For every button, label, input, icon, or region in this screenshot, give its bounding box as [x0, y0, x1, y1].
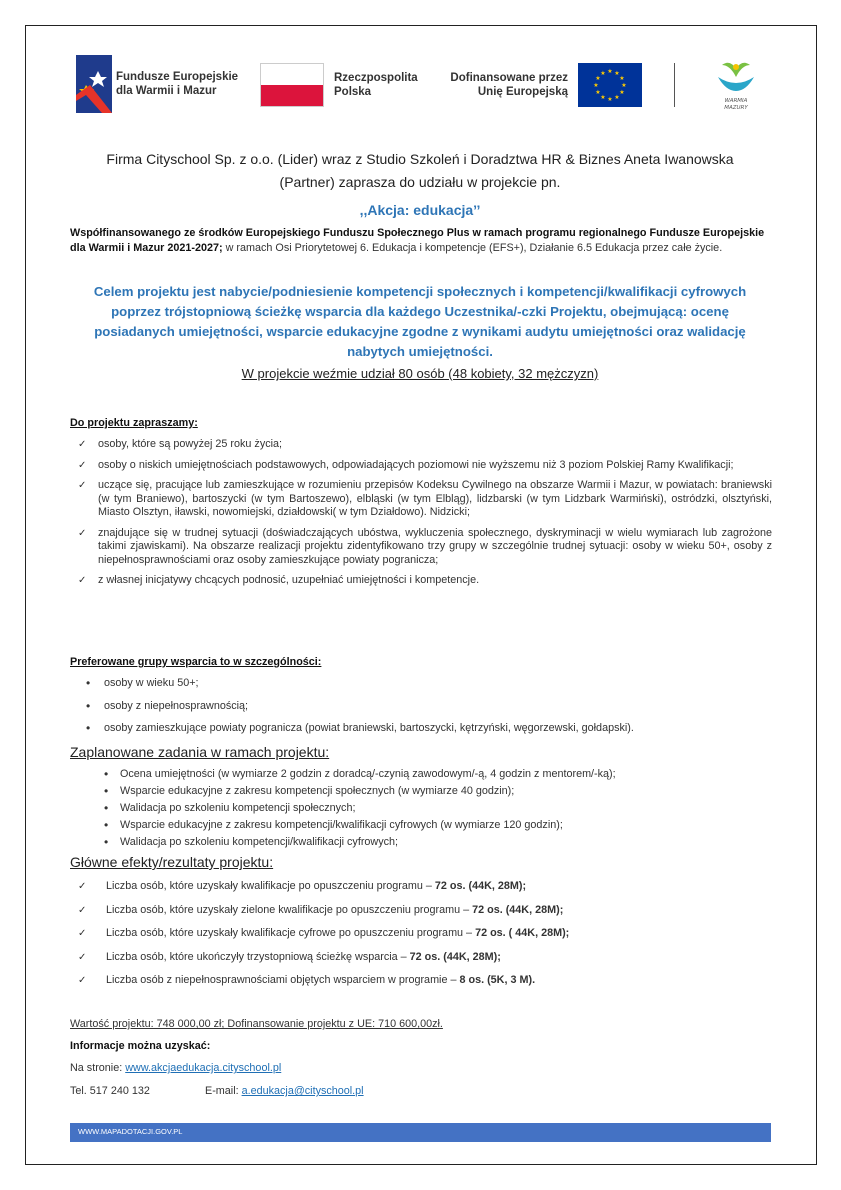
tasks-heading: Zaplanowane zadania w ramach projektu: [70, 744, 330, 760]
ue-line1: Dofinansowane przez [450, 72, 568, 84]
list-item: • Walidacja po szkoleniu kompetencji społecznych; [70, 802, 772, 816]
svg-text:★: ★ [607, 96, 613, 103]
svg-text:★: ★ [621, 82, 627, 89]
list-item: ✓ z własnej inicjatywy chcących podnosić, uzupełniać umiejętności i kompetencje. [70, 574, 772, 588]
phone-line: Tel. 517 240 132 [70, 1085, 150, 1097]
list-item: ✓ osoby o niskich umiejętnościach podstawowych, odpowiadających poziomowi nie wyższemu niż 3 poziom Polskiej Ramy Kwalifikacji; [70, 459, 772, 473]
list-item: ✓ osoby, które są powyżej 25 roku życia; [70, 438, 772, 452]
list-item: • osoby z niepełnosprawnością; [70, 700, 772, 714]
preferred-heading: Preferowane grupy wsparcia to w szczególności: [70, 656, 322, 668]
list-item: • osoby w wieku 50+; [70, 677, 772, 691]
email-line [205, 1085, 364, 1097]
cofund-bold: Współfinansowanego ze środków Europejskiego Funduszu Społecznego Plus w ramach programu regionalnego Fundusze Europejskie dla Warmii i Mazur 2021-2027; [70, 227, 765, 254]
list-item: • osoby zamieszkujące powiaty pogranicza (powiat braniewski, bartoszycki, kętrzyński, węgorzewski, gołdapski). [70, 722, 772, 736]
intro-line2: (Partner) zaprasza do udziału w projekcie pn. [279, 174, 561, 190]
eu-flag-icon [578, 63, 642, 107]
footer-bar [70, 1123, 771, 1142]
invite-list [70, 438, 772, 588]
list-item: ✓ Liczba osób, które uzyskały zielone kwalifikacje po opuszczeniu programu – 72 os. (44K, 28M); [70, 904, 772, 918]
svg-text:★: ★ [619, 75, 625, 82]
preferred-section [70, 656, 772, 745]
email-link[interactable]: a.edukacja@cityschool.pl [241, 1085, 364, 1097]
results-heading: Główne efekty/rezultaty projektu: [70, 854, 274, 870]
list-item: • Wsparcie edukacyjne z zakresu kompetencji/kwalifikacji cyfrowych (w wymiarze 120 godzin); [70, 819, 772, 833]
tasks-list [70, 768, 772, 850]
footer-url[interactable]: WWW.MAPADOTACJI.GOV.PL [78, 1127, 183, 1136]
intro-text [70, 148, 770, 194]
results-section [70, 854, 772, 998]
project-value: Wartość projektu: 748 000,00 zł; Dofinansowanie projektu z UE: 710 600,00zł. [70, 1018, 443, 1030]
svg-text:★: ★ [614, 94, 620, 101]
cofund-rest: w ramach Osi Priorytetowej 6. Edukacja i kompetencje (EFS+), Działanie 6.5 Edukacja przez całe życie. [222, 242, 723, 254]
logo-bar [76, 55, 766, 115]
intro-line1: Firma Cityschool Sp. z o.o. (Lider) wraz z Studio Szkoleń i Doradztwa HR & Biznes Aneta Iwanowska [106, 151, 734, 167]
invite-section [70, 417, 772, 595]
warmia-mazury-icon [712, 55, 760, 111]
svg-text:★: ★ [593, 82, 599, 89]
list-item: ✓ uczące się, pracujące lub zamieszkujące w rozumieniu przepisów Kodeksu Cywilnego na obszarze Warmii i Mazur, w powiatach: braniewski (w tym Braniewo), bartoszycki (w tym Bartoszewo), elbląski (w tym Elbląg), lidzbarski (w tym Lidzbark Warmiński), ostródzki, olsztyński, Miasto Olsztyn, iławski, nowomiejski, działdowski( w tym Działdowo). Nidzicki; [70, 479, 772, 520]
svg-text:★: ★ [614, 70, 620, 77]
project-goal: Celem projektu jest nabycie/podniesienie kompetencji społecznych i kompetencji/kwalifikacji cyfrowych poprzez trójstopniową ścieżkę wsparcia dla każdego Uczestnika/-czki Projektu, obejmującą: ocenę posiadanych umiejętności, wsparcie edukacyjne zgodne z wynikami audytu umiejętności oraz walidację nabytych umiejętności. [93, 284, 747, 359]
fe-line1: Fundusze Europejskie [116, 71, 239, 83]
rp-line2: Polska [334, 86, 372, 98]
rp-line1: Rzeczpospolita [334, 72, 418, 84]
project-title: ,,Akcja: edukacja’’ [359, 202, 481, 218]
list-item: ✓ Liczba osób z niepełnosprawnościami objętych wsparciem w programie – 8 os. (5K, 3 M). [70, 974, 772, 988]
svg-text:MAZURY: MAZURY [724, 105, 748, 111]
list-item: • Ocena umiejętności (w wymiarze 2 godzin z doradcą/-czynią zawodowym/-ą, 4 godzin z mentorem/-ką); [70, 768, 772, 782]
list-item: • Wsparcie edukacyjne z zakresu kompetencji społecznych (w wymiarze 40 godzin); [70, 785, 772, 799]
tasks-section [70, 744, 772, 853]
rzeczpospolita-logo [260, 63, 420, 113]
svg-text:★: ★ [595, 89, 601, 96]
info-heading: Informacje można uzyskać: [70, 1040, 211, 1052]
website-link[interactable]: www.akcjaedukacja.cityschool.pl [125, 1062, 282, 1074]
email-label: E-mail: [205, 1085, 242, 1097]
svg-text:★: ★ [595, 75, 601, 82]
svg-text:★: ★ [607, 68, 613, 75]
website-line [70, 1062, 281, 1074]
fe-line2: dla Warmii i Mazur [116, 85, 217, 97]
ue-line2: Unię Europejską [477, 86, 568, 98]
polish-flag-icon [260, 63, 324, 107]
svg-text:★: ★ [619, 89, 625, 96]
list-item: ✓ Liczba osób, które ukończyły trzystopniową ścieżkę wsparcia – 72 os. (44K, 28M); [70, 951, 772, 965]
cofunding-paragraph [70, 226, 772, 256]
logo-divider [674, 63, 675, 107]
website-label: Na stronie: [70, 1062, 126, 1074]
svg-text:WARMIA: WARMIA [724, 98, 748, 104]
warmia-mazury-logo [712, 55, 760, 111]
preferred-list [70, 677, 772, 736]
list-item: • Walidacja po szkoleniu kompetencji/kwalifikacji cyfrowych; [70, 836, 772, 850]
fe-star-icon [76, 55, 112, 113]
participants-count: W projekcie weźmie udział 80 osób (48 kobiety, 32 mężczyzn) [241, 366, 599, 381]
list-item: ✓ Liczba osób, które uzyskały kwalifikacje cyfrowe po opuszczeniu programu – 72 os. ( 44K, 28M); [70, 927, 772, 941]
svg-text:★: ★ [600, 94, 606, 101]
eu-logo [442, 63, 642, 113]
list-item: ✓ znajdujące się w trudnej sytuacji (doświadczających ubóstwa, wykluczenia społecznego, dyskryminacji w wielu wymiarach lub zagrożone takimi zjawiskami). Na obszarze realizacji projektu zidentyfikowano trzy grupy w szczególnie trudnej sytuacji: osoby w wieku 50+, osoby z niepełnosprawnościami oraz osoby zamieszkujące powiaty pogranicza; [70, 527, 772, 568]
svg-text:★: ★ [600, 70, 606, 77]
list-item: ✓ Liczba osób, które uzyskały kwalifikacje po opuszczeniu programu – 72 os. (44K, 28M); [70, 880, 772, 894]
invite-heading: Do projektu zapraszamy: [70, 417, 198, 429]
results-list [70, 880, 772, 988]
fundusze-europejskie-logo [76, 55, 246, 113]
